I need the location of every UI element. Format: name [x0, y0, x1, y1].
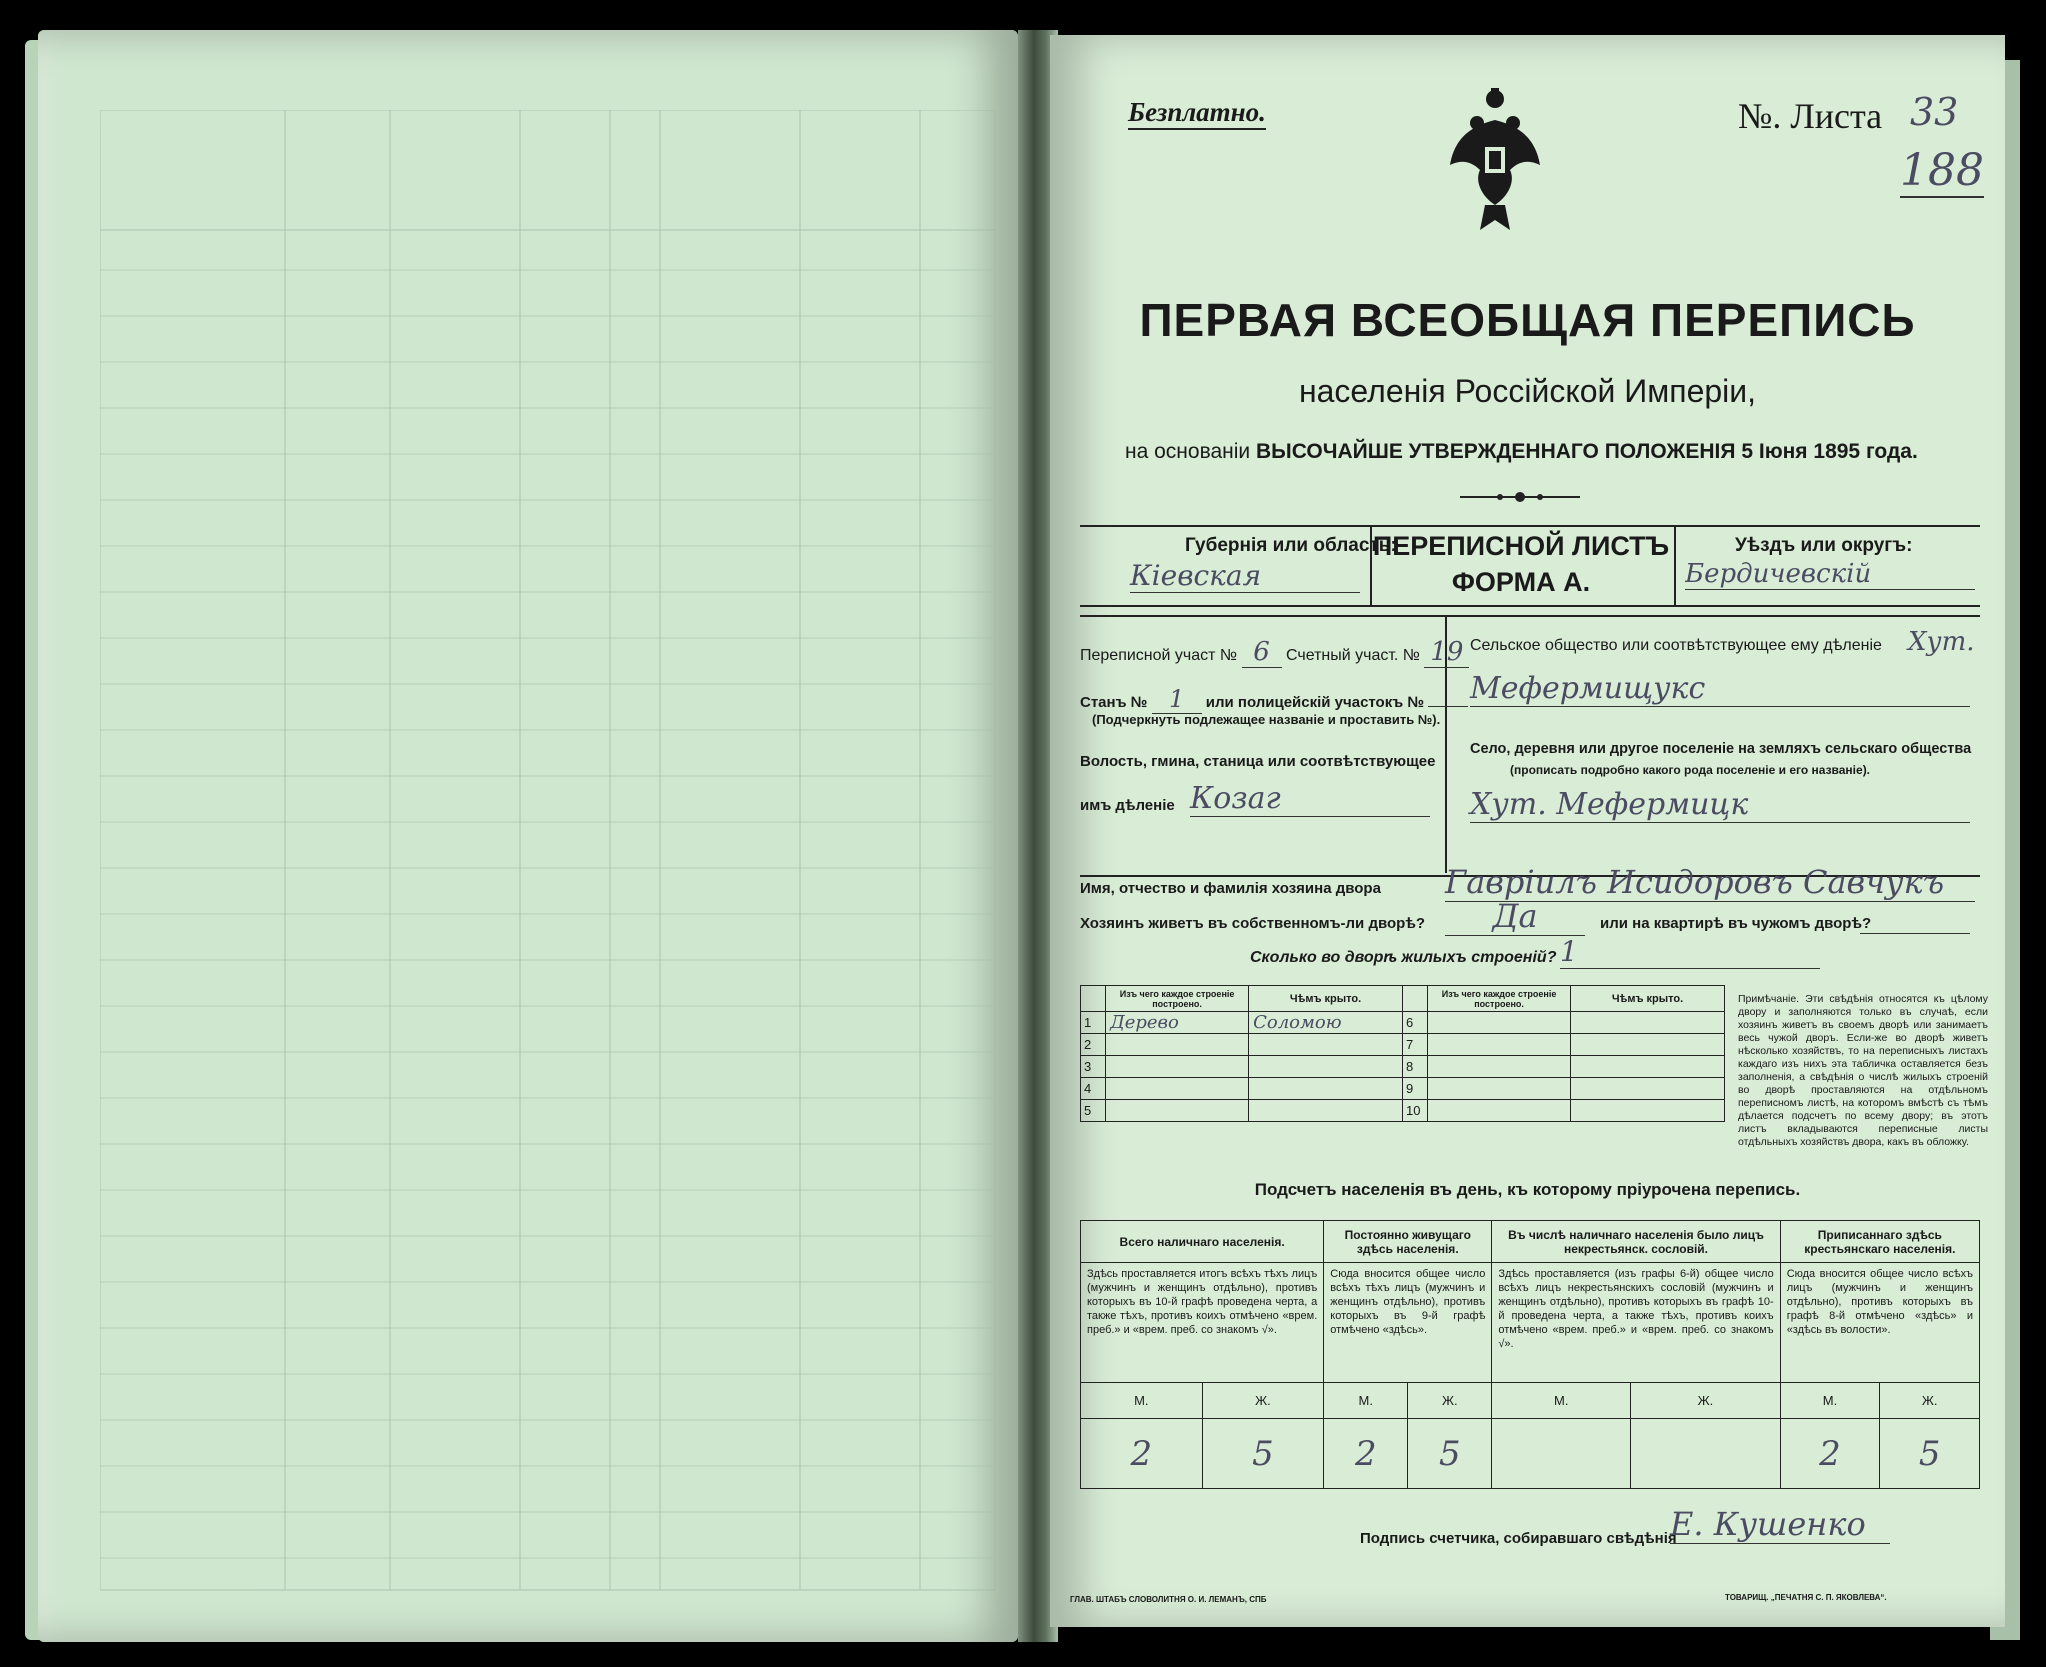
bt-material-cell [1106, 1056, 1249, 1078]
summary-column-desc: Здѣсь проставляется (изъ графы 6-й) общее число всѣхъ лицъ некрестьянскихъ сословій (мужчинъ и женщинъ отдѣльно), противъ которыхъ въ графѣ 10-й проведена черта, а также тѣхъ, противъ коихъ отмѣчено «врем. преб.» и «врем. преб. со знакомъ √». [1492, 1263, 1780, 1383]
bt-roof-cell [1249, 1100, 1403, 1122]
bt-material-cell [1106, 1100, 1249, 1122]
counting-section-label: Счетный участ. № [1286, 647, 1420, 664]
counting-section-value: 19 [1424, 637, 1469, 668]
sheet-number-value: 33 [1910, 90, 1959, 134]
ornament-divider [1460, 490, 1580, 504]
left-page-ruled-grid [100, 110, 1000, 1600]
signature-value: Е. Кушенко [1670, 1505, 1890, 1544]
stan-row [1080, 685, 1468, 714]
bt-n-cell: 9 [1402, 1078, 1427, 1100]
volost-label: Волость, гмина, станица или соотвѣтствующее [1080, 753, 1436, 770]
summary-column-desc: Сюда вносится общее число всѣхъ тѣхъ лицъ (мужчинъ и женщинъ отдѣльно), противъ которыхъ въ 9-й графѣ отмѣчено «здѣсь». [1324, 1263, 1492, 1383]
province-label: Губернія или область: [1185, 535, 1397, 556]
bt-roof-cell [1249, 1056, 1403, 1078]
census-section-label: Переписной участ № [1080, 647, 1238, 664]
decree-prefix: на основаніи [1125, 440, 1251, 463]
footer-right: ТОВАРИЩ. „ПЕЧАТНЯ С. П. ЯКОВЛЕВА“. [1725, 1593, 1887, 1602]
rent-label: или на квартирѣ въ чужомъ дворѣ? [1600, 915, 1872, 932]
signature-label: Подпись счетчика, собиравшаго свѣдѣнія [1360, 1530, 1677, 1547]
buildings-table-row [1081, 1100, 1725, 1122]
census-section-value: 6 [1242, 637, 1282, 668]
bt-n-cell: 4 [1081, 1078, 1106, 1100]
male-count: 2 [1081, 1419, 1203, 1489]
male-header: М. [1081, 1383, 1203, 1419]
buildings-table-row [1081, 1034, 1725, 1056]
female-header: Ж. [1880, 1383, 1980, 1419]
bt-roof-cell [1571, 1012, 1725, 1034]
district-label: Уѣздъ или округъ: [1735, 535, 1913, 556]
summary-column-head: Въ числѣ наличнаго населенія было лицъ некрестьянск. сословій. [1492, 1221, 1780, 1263]
sheet-corner-number: 188 [1900, 145, 1984, 196]
police-blank [1428, 706, 1468, 707]
bt-n-head-r [1402, 986, 1427, 1012]
rural-society-value: Хут. [1908, 627, 1975, 657]
rent-blank [1860, 933, 1970, 934]
bt-n-cell: 8 [1402, 1056, 1427, 1078]
male-header: М. [1324, 1383, 1408, 1419]
own-yard-value: Да [1445, 897, 1585, 936]
decree-date: 5 Іюня 1895 года. [1741, 440, 1918, 463]
own-yard-label: Хозяинъ живетъ въ собственномъ-ли дворѣ? [1080, 915, 1426, 932]
bt-roof-head-r: Чѣмъ крыто. [1571, 986, 1725, 1012]
bt-material-head-r: Изъ чего каждое строеніе построено. [1428, 986, 1571, 1012]
volost-value: Козаг [1190, 781, 1430, 817]
female-count: 5 [1880, 1419, 1980, 1489]
male-count: 2 [1324, 1419, 1408, 1489]
owner-label: Имя, отчество и фамилія хозяина двора [1080, 880, 1381, 897]
bt-material-cell [1106, 1078, 1249, 1100]
female-header: Ж. [1202, 1383, 1324, 1419]
underline-note: (Подчеркнуть подлежащее названіе и проставить №). [1092, 712, 1441, 727]
bt-material-head-l: Изъ чего каждое строеніе построено. [1106, 986, 1249, 1012]
bt-n-cell: 6 [1402, 1012, 1427, 1034]
buildings-note: Примѣчаніе. Эти свѣдѣнія относятся къ цѣлому двору и заполняются только въ случаѣ, если хозяинъ живетъ въ своемъ дворѣ или занимаетъ весь чужой дворъ. Если-же во дворѣ живетъ нѣсколько хозяйствъ, то на переписныхъ листахъ каждаго изъ нихъ эта табличка оставляется безъ заполненія, а свѣдѣнія о числѣ жилыхъ строеній во дворѣ проставляются на отдѣльномъ переписномъ листѣ, на которомъ вмѣстѣ съ тѣмъ дѣлается подсчетъ по всему двору; въ этотъ листъ вкладываются переписные листы отдѣльныхъ хозяйствъ двора, какъ въ обложку. [1738, 993, 1988, 1148]
stan-value: 1 [1152, 685, 1202, 714]
bt-material-cell [1428, 1034, 1571, 1056]
bt-material-cell: Дерево [1106, 1012, 1249, 1034]
bt-material-cell [1428, 1078, 1571, 1100]
male-header: М. [1780, 1383, 1880, 1419]
footer-left: ГЛАВ. ШТАБЪ СЛОВОЛИТНЯ О. И. ЛЕМАНЪ, СПБ [1070, 1595, 1267, 1604]
bt-roof-cell [1249, 1034, 1403, 1056]
imperial-eagle-icon [1445, 85, 1545, 235]
summary-column-head: Приписаннаго здѣсь крестьянскаго населенія. [1780, 1221, 1979, 1263]
male-count [1492, 1419, 1631, 1489]
female-header: Ж. [1631, 1383, 1780, 1419]
document-subtitle: населенія Россійской Имперіи, [1298, 373, 1757, 409]
owner-value: Гавріилъ Исидоровъ Савчукъ [1445, 863, 1975, 902]
police-label: или полицейскій участокъ № [1205, 694, 1425, 711]
village-note: (прописать подробно какого рода поселеніе и его названіе). [1510, 763, 1871, 777]
summary-title: Подсчетъ населенія въ день, къ которому пріурочена перепись. [1254, 1180, 1801, 1199]
village-label: Село, деревня или другое поселеніе на земляхъ сельскаго общества [1470, 741, 1972, 757]
bt-roof-cell: Соломою [1249, 1012, 1403, 1034]
bt-material-cell [1428, 1056, 1571, 1078]
female-count [1631, 1419, 1780, 1489]
document-title: ПЕРВАЯ ВСЕОБЩАЯ ПЕРЕПИСЬ [1139, 294, 1916, 346]
bt-roof-cell [1571, 1100, 1725, 1122]
buildings-label: Сколько во дворѣ жилыхъ строеній? [1250, 949, 1557, 966]
buildings-table-row [1081, 1056, 1725, 1078]
bt-n-cell: 10 [1402, 1100, 1427, 1122]
female-count: 5 [1202, 1419, 1324, 1489]
summary-column-head: Всего наличнаго населенія. [1081, 1221, 1324, 1263]
bt-n-cell: 1 [1081, 1012, 1106, 1034]
bt-roof-cell [1571, 1056, 1725, 1078]
bt-n-head-l [1081, 986, 1106, 1012]
buildings-table [1080, 985, 1725, 1122]
summary-column-desc: Сюда вносится общее число всѣхъ лицъ (мужчинъ и женщинъ отдѣльно), противъ которыхъ въ графѣ 8-й отмѣчено «здѣсь» и «здѣсь въ волости». [1780, 1263, 1979, 1383]
district-value: Бердичевскій [1685, 559, 1975, 590]
bt-material-cell [1428, 1012, 1571, 1034]
census-form-page [1050, 35, 2005, 1627]
bt-n-cell: 7 [1402, 1034, 1427, 1056]
province-value: Кіевская [1130, 559, 1360, 593]
census-section-row [1080, 637, 1469, 668]
bt-roof-cell [1249, 1078, 1403, 1100]
bt-roof-cell [1571, 1034, 1725, 1056]
bt-n-cell: 3 [1081, 1056, 1106, 1078]
bt-material-cell [1106, 1034, 1249, 1056]
rural-society-label: Сельское общество или соотвѣтствующее ему дѣленіе [1470, 637, 1882, 654]
bt-roof-head-l: Чѣмъ крыто. [1249, 986, 1403, 1012]
female-header: Ж. [1408, 1383, 1492, 1419]
rural-society-value2: Мефермищукс [1470, 671, 1970, 707]
village-value: Хут. Мефермицк [1470, 787, 1970, 823]
buildings-table-row [1081, 1078, 1725, 1100]
summary-column-head: Постоянно живущаго здѣсь населенія. [1324, 1221, 1492, 1263]
bt-roof-cell [1571, 1078, 1725, 1100]
form-title-line2: ФОРМА А. [1451, 567, 1591, 597]
form-title-line1: ПЕРЕПИСНОЙ ЛИСТЪ [1372, 531, 1670, 561]
decree-line [1125, 440, 1918, 464]
summary-table [1080, 1220, 1980, 1489]
free-label: Безплатно. [1128, 97, 1266, 130]
buildings-value: 1 [1560, 935, 1820, 969]
bt-material-cell [1428, 1100, 1571, 1122]
summary-column-desc: Здѣсь проставляется итогъ всѣхъ тѣхъ лицъ (мужчинъ и женщинъ отдѣльно), противъ которыхъ въ 10-й графѣ проведена черта, а также тѣхъ, противъ коихъ отмѣчено «врем. преб.» и «врем. преб. со знакомъ √». [1081, 1263, 1324, 1383]
male-count: 2 [1780, 1419, 1880, 1489]
female-count: 5 [1408, 1419, 1492, 1489]
stan-label: Станъ № [1080, 694, 1148, 711]
sheet-number-label: №. Листа [1738, 96, 1883, 136]
decree-caps: ВЫСОЧАЙШЕ УТВЕРЖДЕННАГО ПОЛОЖЕНІЯ [1256, 440, 1736, 463]
male-header: М. [1492, 1383, 1631, 1419]
buildings-table-row [1081, 1012, 1725, 1034]
bt-n-cell: 5 [1081, 1100, 1106, 1122]
bt-n-cell: 2 [1081, 1034, 1106, 1056]
volost-label2: имъ дѣленіе [1080, 797, 1175, 814]
